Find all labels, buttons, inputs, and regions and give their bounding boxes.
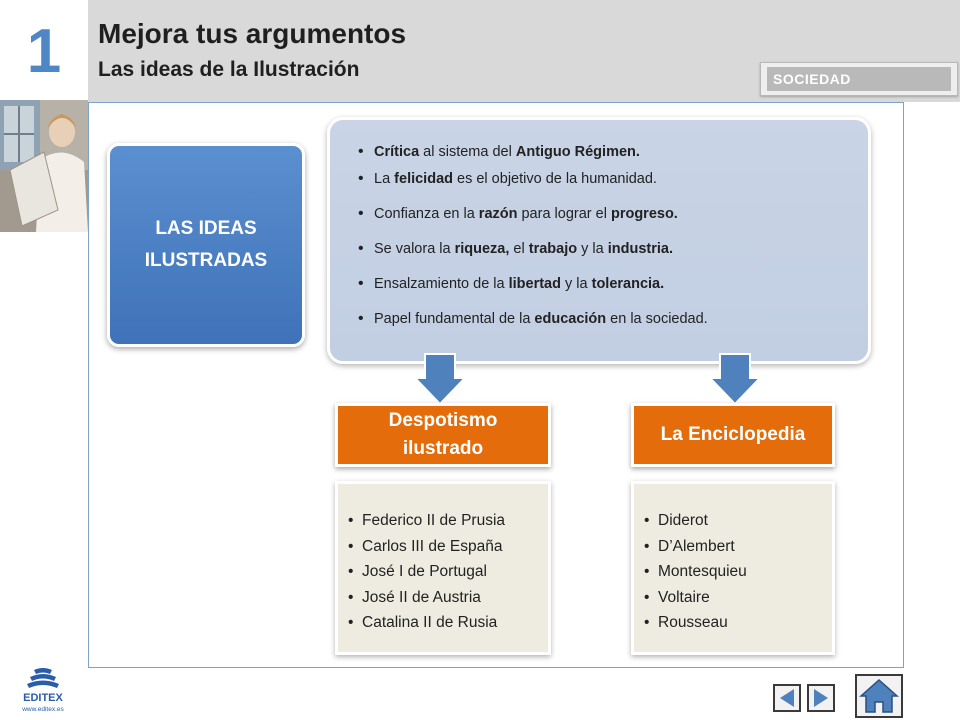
triangle-right-icon xyxy=(809,686,833,710)
idea-keyword: libertad xyxy=(508,276,561,292)
idea-keyword: felicidad xyxy=(394,171,453,187)
idea-item xyxy=(356,142,848,169)
idea-keyword: educación xyxy=(534,311,607,327)
idea-text: para lograr el xyxy=(517,206,611,222)
despotismo-ilustrado-header: Despotismo ilustrado xyxy=(335,403,551,467)
idea-item xyxy=(356,204,848,239)
idea-text: La xyxy=(374,171,395,187)
page-subtitle: Las ideas de la Ilustración xyxy=(98,58,360,81)
idea-text: y la xyxy=(560,276,592,292)
list-item: • D’Alembert xyxy=(644,534,832,560)
idea-item xyxy=(356,169,848,204)
ideas-list-box xyxy=(327,117,871,364)
ideas-list xyxy=(356,142,848,344)
despotismo-list xyxy=(348,508,548,636)
logo-text: EDITEX xyxy=(23,692,63,704)
list-item: • José I de Portugal xyxy=(348,559,548,585)
idea-text: y la xyxy=(577,241,608,257)
idea-keyword: Antiguo Régimen. xyxy=(515,144,640,160)
list-item: • Voltaire xyxy=(644,585,832,611)
idea-text: en la sociedad. xyxy=(606,311,708,327)
list-item: • Carlos III de España xyxy=(348,534,548,560)
list-item: • Federico II de Prusia xyxy=(348,508,548,534)
logo-url: www.editex.es xyxy=(22,706,64,713)
arrow-down-icon xyxy=(708,352,762,406)
idea-keyword: progreso. xyxy=(610,206,678,222)
arrow-down-icon xyxy=(413,352,467,406)
idea-keyword: tolerancia. xyxy=(591,276,665,292)
woman-drawing-image xyxy=(0,100,88,232)
side-photo xyxy=(0,100,88,232)
idea-item xyxy=(356,239,848,274)
list-item: • Catalina II de Rusia xyxy=(348,610,548,636)
next-button[interactable] xyxy=(807,684,835,712)
idea-item xyxy=(356,274,848,309)
idea-keyword: industria. xyxy=(607,241,673,257)
enciclopedia-list-box xyxy=(631,481,835,655)
idea-item xyxy=(356,309,848,344)
idea-text: Papel fundamental de la xyxy=(374,311,535,327)
idea-text: Ensalzamiento de la xyxy=(374,276,509,292)
idea-keyword: riqueza, xyxy=(454,241,510,257)
triangle-left-icon xyxy=(775,686,799,710)
list-item: • Diderot xyxy=(644,508,832,534)
page-title: Mejora tus argumentos xyxy=(98,18,407,49)
ideas-ilustradas-box xyxy=(107,143,305,347)
idea-text: es el objetivo de la humanidad. xyxy=(453,171,657,187)
list-item: • Montesquieu xyxy=(644,559,832,585)
idea-text: el xyxy=(509,241,529,257)
list-item: • Rousseau xyxy=(644,610,832,636)
idea-text: al sistema del xyxy=(419,144,516,160)
idea-keyword: razón xyxy=(478,206,518,222)
editex-logo-icon xyxy=(10,666,76,714)
idea-text: Se valora la xyxy=(374,241,455,257)
idea-text: Confianza en la xyxy=(374,206,479,222)
previous-button[interactable] xyxy=(773,684,801,712)
idea-keyword: trabajo xyxy=(528,241,578,257)
idea-keyword: Crítica xyxy=(374,144,420,160)
section-tag xyxy=(760,62,958,96)
section-tag-label: SOCIEDAD xyxy=(767,67,951,91)
despotismo-list-box xyxy=(335,481,551,655)
enciclopedia-list xyxy=(644,508,832,636)
home-button[interactable] xyxy=(855,674,903,718)
la-enciclopedia-header: La Enciclopedia xyxy=(631,403,835,467)
home-icon xyxy=(857,676,901,716)
list-item: • José II de Austria xyxy=(348,585,548,611)
chapter-number: 1 xyxy=(26,16,62,86)
editex-logo xyxy=(10,666,76,714)
ideas-ilustradas-label: LAS IDEAS ILUSTRADAS xyxy=(144,218,268,271)
